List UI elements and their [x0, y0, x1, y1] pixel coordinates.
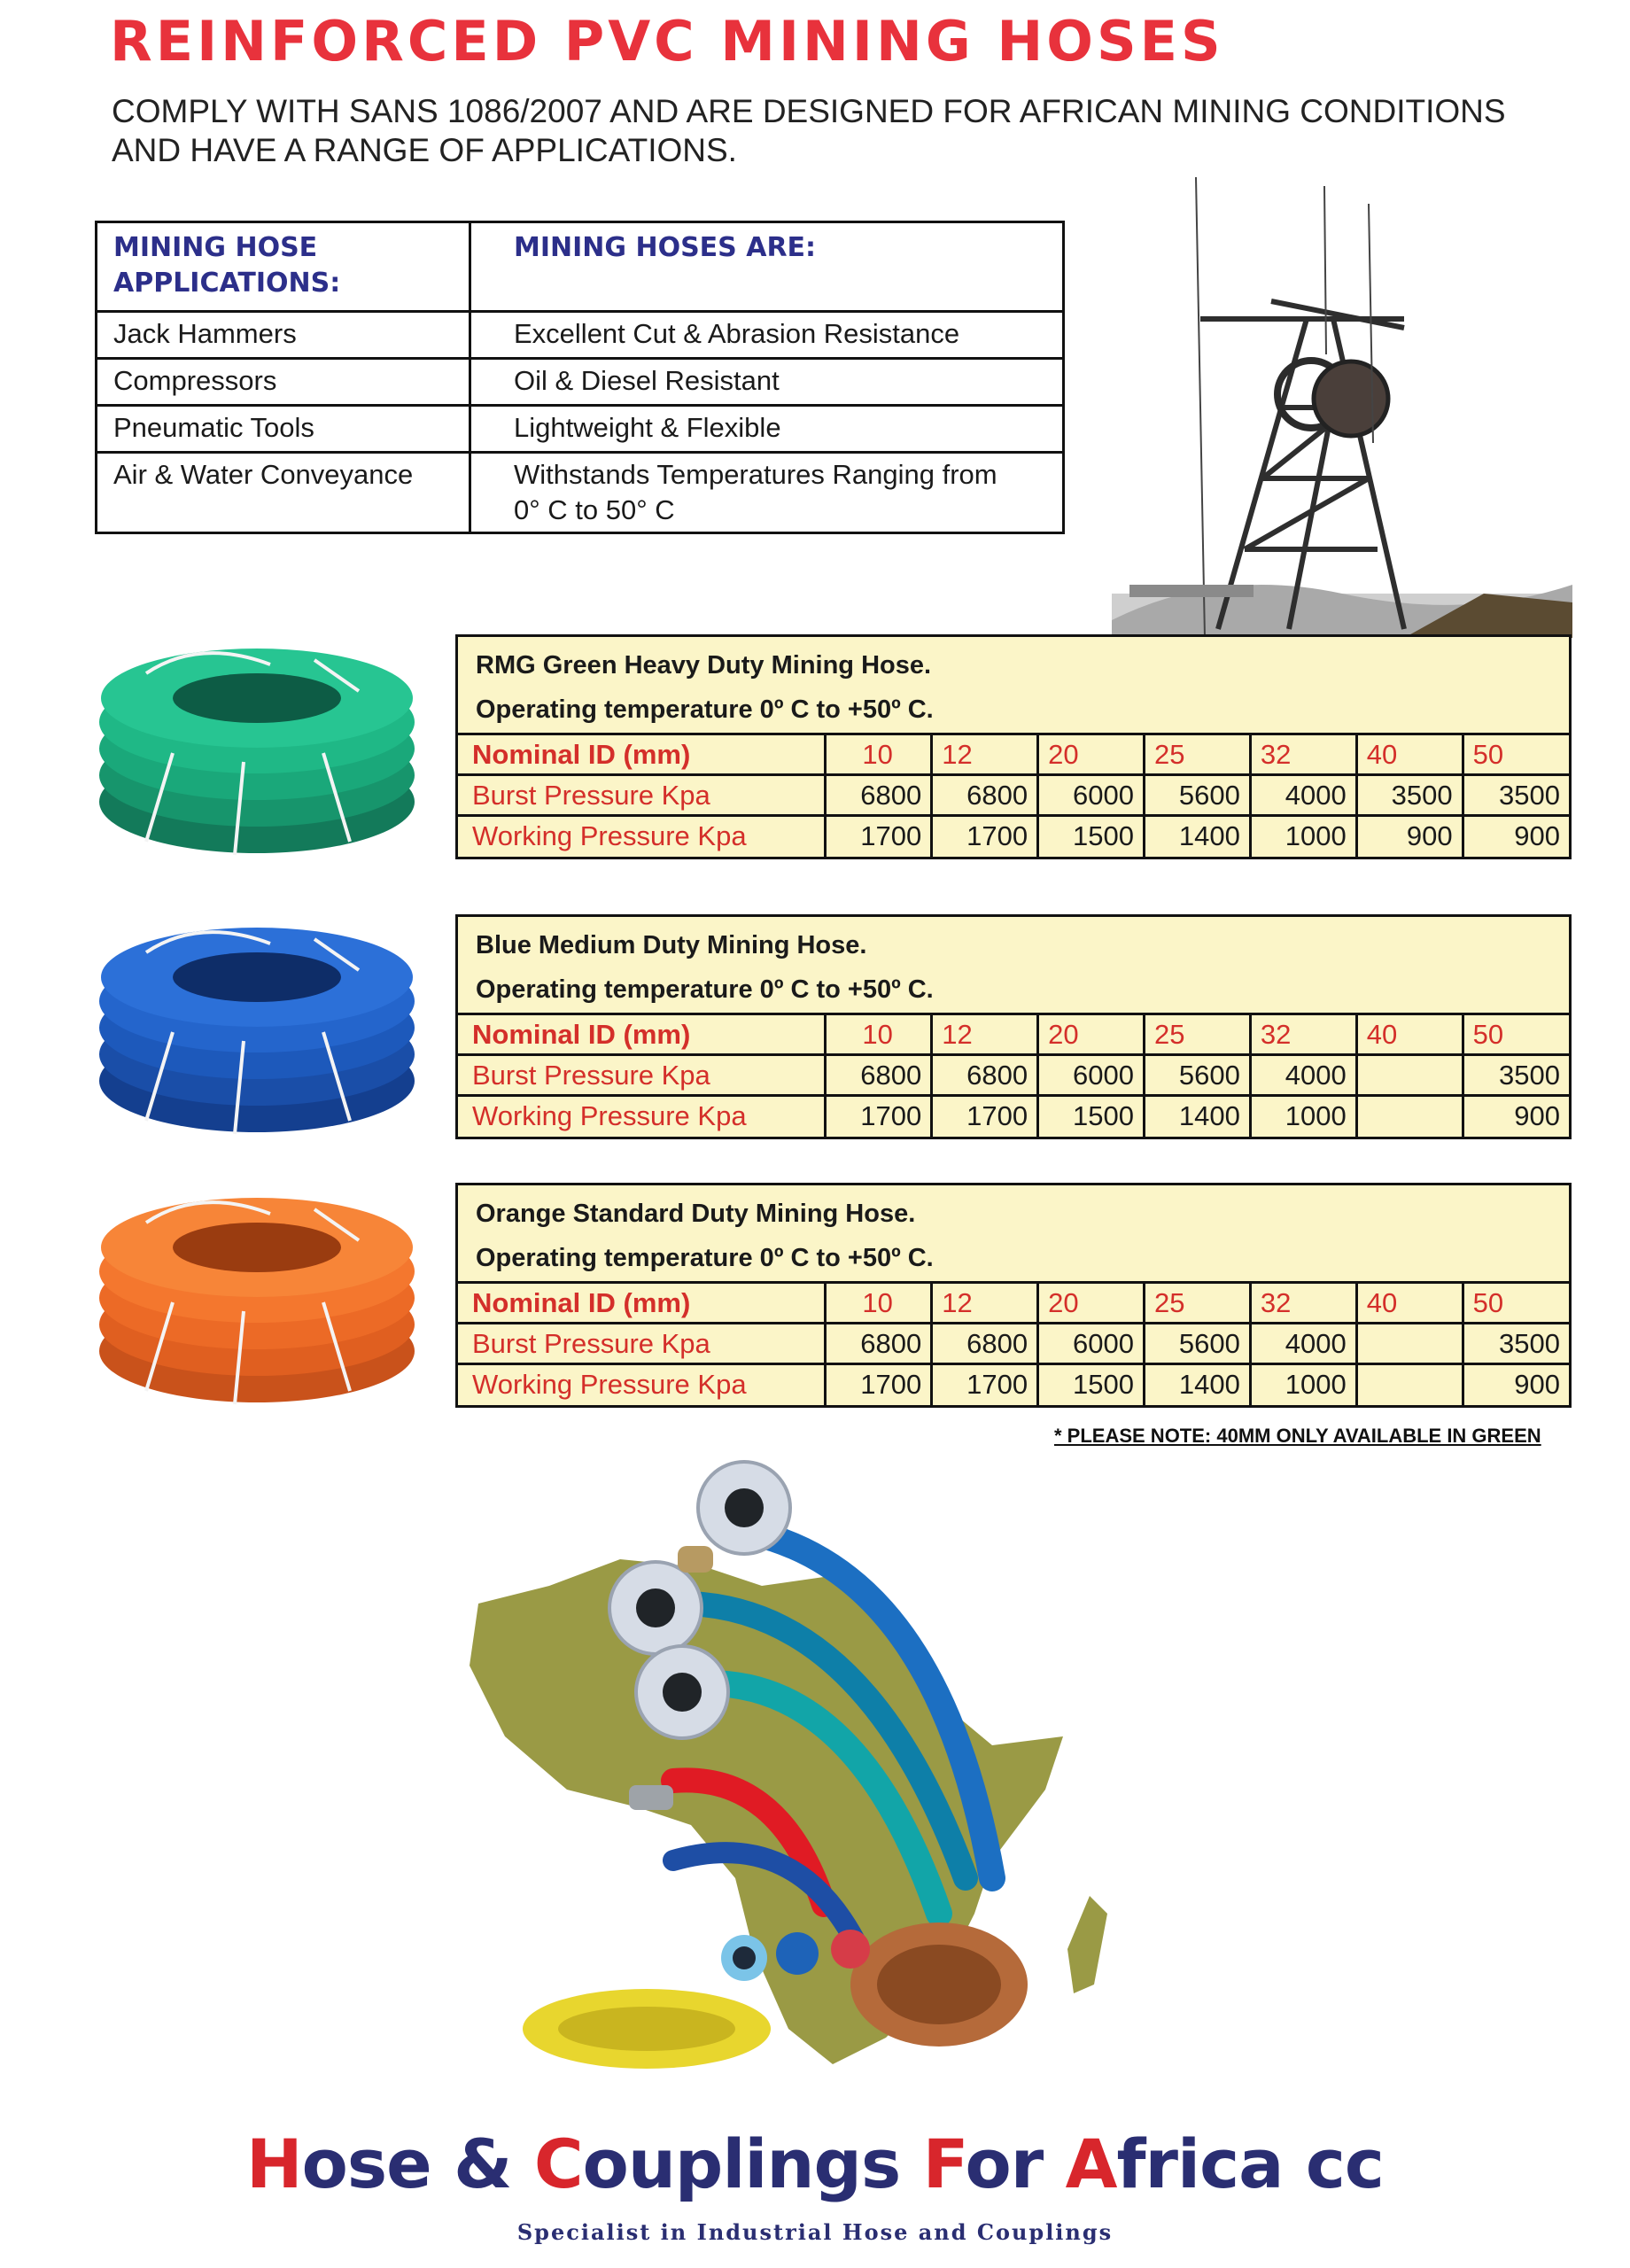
- id-cell: 10: [826, 1283, 932, 1324]
- id-cell: 12: [932, 734, 1038, 775]
- value-cell: 1700: [826, 1096, 932, 1137]
- mine-headframe-photo: [1112, 177, 1572, 638]
- working-pressure-row: [458, 1096, 1569, 1137]
- value-cell: 3500: [1356, 775, 1463, 816]
- nominal-id-row: [458, 1283, 1569, 1324]
- id-cell: 25: [1144, 1283, 1250, 1324]
- id-cell: 40: [1356, 1014, 1463, 1055]
- row-label: Working Pressure Kpa: [458, 816, 826, 857]
- table-row: [97, 312, 1064, 359]
- value-cell: 1700: [932, 1364, 1038, 1405]
- row-label: Nominal ID (mm): [458, 1014, 826, 1055]
- id-cell: 50: [1463, 1014, 1569, 1055]
- property-cell: Oil & Diesel Resistant: [470, 359, 1064, 406]
- value-cell: 5600: [1144, 775, 1250, 816]
- availability-note: * PLEASE NOTE: 40MM ONLY AVAILABLE IN GREEN: [1054, 1425, 1541, 1447]
- value-cell: 6800: [826, 1324, 932, 1364]
- application-cell: Air & Water Conveyance: [97, 453, 470, 533]
- working-pressure-row: [458, 1364, 1569, 1405]
- value-cell: 5600: [1144, 1055, 1250, 1096]
- applications-header-right: MINING HOSES ARE:: [470, 222, 1064, 312]
- africa-hoses-illustration: [443, 1453, 1169, 2091]
- value-cell: 1400: [1144, 1364, 1250, 1405]
- table-row: [97, 359, 1064, 406]
- value-cell: 1000: [1250, 1364, 1356, 1405]
- value-cell: 900: [1463, 1364, 1569, 1405]
- property-cell: Excellent Cut & Abrasion Resistance: [470, 312, 1064, 359]
- hose-temperature: Operating temperature 0º C to +50º C.: [476, 695, 934, 724]
- row-label: Nominal ID (mm): [458, 734, 826, 775]
- value-cell: 6800: [932, 1055, 1038, 1096]
- value-cell: 4000: [1250, 1324, 1356, 1364]
- value-cell: 6800: [826, 775, 932, 816]
- value-cell: 4000: [1250, 775, 1356, 816]
- table-row: [97, 453, 1064, 533]
- value-cell: 4000: [1250, 1055, 1356, 1096]
- company-tagline: Specialist in Industrial Hose and Couplings: [516, 2219, 1114, 2245]
- hose-temperature: Operating temperature 0º C to +50º C.: [476, 1244, 934, 1272]
- id-cell: 20: [1038, 1283, 1145, 1324]
- row-label: Burst Pressure Kpa: [458, 1324, 826, 1364]
- value-cell: 1700: [932, 1096, 1038, 1137]
- value-cell: 6000: [1038, 1055, 1145, 1096]
- value-cell: 1500: [1038, 1096, 1145, 1137]
- row-label: Nominal ID (mm): [458, 1283, 826, 1324]
- id-cell: 40: [1356, 734, 1463, 775]
- nominal-id-row: [458, 1014, 1569, 1055]
- hose-name: Orange Standard Duty Mining Hose.: [476, 1200, 916, 1228]
- burst-pressure-row: [458, 1324, 1569, 1364]
- property-cell: Lightweight & Flexible: [470, 406, 1064, 453]
- id-cell: 50: [1463, 1283, 1569, 1324]
- application-cell: Jack Hammers: [97, 312, 470, 359]
- value-cell: 1000: [1250, 1096, 1356, 1137]
- id-cell: 10: [826, 1014, 932, 1055]
- id-cell: 10: [826, 734, 932, 775]
- value-cell: 1400: [1144, 1096, 1250, 1137]
- nominal-id-row: [458, 734, 1569, 775]
- id-cell: 40: [1356, 1283, 1463, 1324]
- value-cell: 900: [1463, 816, 1569, 857]
- company-logo-text: Hose & Couplings For Africa cc: [246, 2124, 1384, 2203]
- subtitle: COMPLY WITH SANS 1086/2007 AND ARE DESIGNED FOR AFRICAN MINING CONDITIONS AND HAVE A RANGE OF APPLICATIONS.: [112, 93, 1506, 168]
- value-cell: 1700: [932, 816, 1038, 857]
- blue-hose-spec-table: [455, 914, 1572, 1139]
- id-cell: 20: [1038, 734, 1145, 775]
- value-cell: 5600: [1144, 1324, 1250, 1364]
- applications-header-left: MINING HOSE APPLICATIONS:: [97, 222, 470, 312]
- row-label: Working Pressure Kpa: [458, 1096, 826, 1137]
- page-title: REINFORCED PVC MINING HOSES: [110, 9, 1224, 74]
- id-cell: 50: [1463, 734, 1569, 775]
- value-cell: 3500: [1463, 775, 1569, 816]
- blue-hose-coil-image: [93, 908, 421, 1138]
- green-hose-spec-table: [455, 634, 1572, 859]
- id-cell: 12: [932, 1014, 1038, 1055]
- burst-pressure-row: [458, 775, 1569, 816]
- hose-name: RMG Green Heavy Duty Mining Hose.: [476, 651, 932, 680]
- row-label: Working Pressure Kpa: [458, 1364, 826, 1405]
- value-cell: 3500: [1463, 1055, 1569, 1096]
- value-cell: [1356, 1055, 1463, 1096]
- orange-hose-spec-table: [455, 1183, 1572, 1408]
- value-cell: 1700: [826, 1364, 932, 1405]
- burst-pressure-row: [458, 1055, 1569, 1096]
- id-cell: 20: [1038, 1014, 1145, 1055]
- value-cell: 900: [1356, 816, 1463, 857]
- value-cell: [1356, 1324, 1463, 1364]
- value-cell: [1356, 1096, 1463, 1137]
- id-cell: 32: [1250, 1014, 1356, 1055]
- value-cell: 6800: [932, 1324, 1038, 1364]
- row-label: Burst Pressure Kpa: [458, 775, 826, 816]
- value-cell: 1400: [1144, 816, 1250, 857]
- orange-hose-coil-image: [93, 1178, 421, 1409]
- hose-name: Blue Medium Duty Mining Hose.: [476, 931, 867, 959]
- row-label: Burst Pressure Kpa: [458, 1055, 826, 1096]
- value-cell: [1356, 1364, 1463, 1405]
- value-cell: 1000: [1250, 816, 1356, 857]
- value-cell: 6800: [932, 775, 1038, 816]
- value-cell: 6800: [826, 1055, 932, 1096]
- value-cell: 1700: [826, 816, 932, 857]
- value-cell: 1500: [1038, 816, 1145, 857]
- value-cell: 900: [1463, 1096, 1569, 1137]
- value-cell: 3500: [1463, 1324, 1569, 1364]
- value-cell: 6000: [1038, 775, 1145, 816]
- table-row: [97, 406, 1064, 453]
- id-cell: 12: [932, 1283, 1038, 1324]
- id-cell: 25: [1144, 734, 1250, 775]
- id-cell: 32: [1250, 1283, 1356, 1324]
- green-hose-coil-image: [93, 629, 421, 859]
- property-cell: Withstands Temperatures Ranging from 0° C to 50° C: [470, 453, 1064, 533]
- hose-temperature: Operating temperature 0º C to +50º C.: [476, 975, 934, 1004]
- id-cell: 25: [1144, 1014, 1250, 1055]
- application-cell: Pneumatic Tools: [97, 406, 470, 453]
- application-cell: Compressors: [97, 359, 470, 406]
- applications-header-row: [97, 222, 1064, 312]
- value-cell: 6000: [1038, 1324, 1145, 1364]
- value-cell: 1500: [1038, 1364, 1145, 1405]
- applications-table: [95, 221, 1065, 534]
- working-pressure-row: [458, 816, 1569, 857]
- id-cell: 32: [1250, 734, 1356, 775]
